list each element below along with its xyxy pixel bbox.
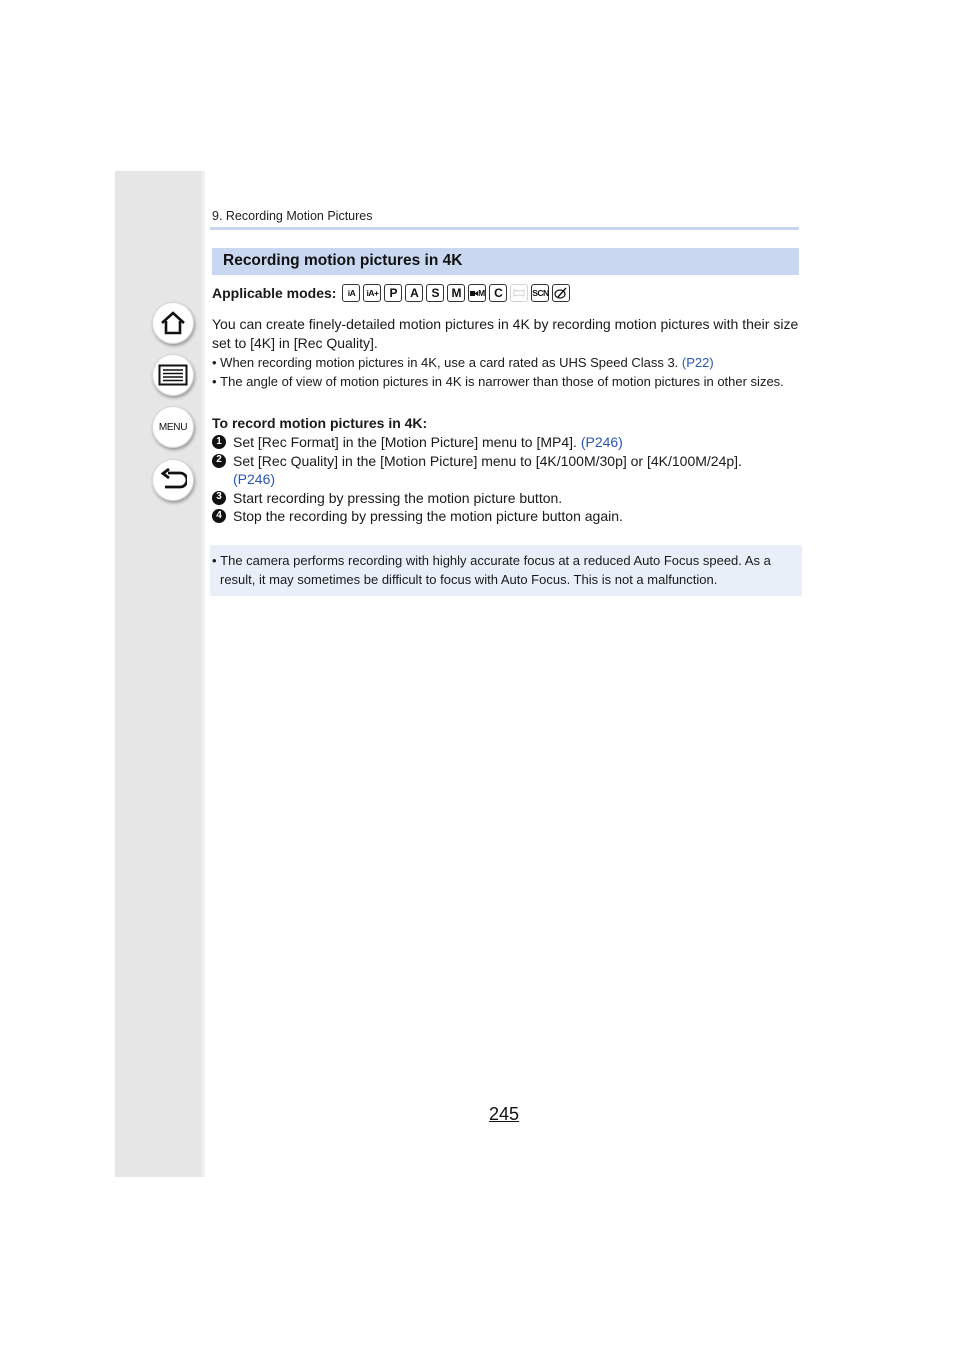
intro-section — [212, 315, 802, 391]
step-4 — [212, 507, 802, 526]
mode-panorama-icon — [510, 284, 528, 302]
back-icon — [159, 468, 187, 492]
contents-list-icon — [158, 364, 188, 386]
mode-creative-video-icon: M — [468, 284, 486, 302]
mode-intelligent-auto-plus-icon: iA+ — [363, 284, 381, 302]
step-number: 3 — [212, 491, 226, 505]
mode-manual-icon: M — [447, 284, 465, 302]
step-2 — [212, 452, 802, 489]
link-p22[interactable]: (P22) — [681, 355, 714, 370]
contents-button[interactable] — [152, 354, 194, 396]
modes-label: Applicable modes: — [212, 285, 337, 301]
step-1 — [212, 433, 802, 452]
step-3 — [212, 489, 802, 508]
bullet-card-requirement: • When recording motion pictures in 4K, use a card rated as UHS Speed Class 3. (P22) — [212, 355, 714, 370]
mode-shutter-icon: S — [426, 284, 444, 302]
applicable-modes — [212, 282, 573, 304]
mode-program-icon: P — [384, 284, 402, 302]
procedure-title: To record motion pictures in 4K: — [212, 415, 428, 431]
link-p246[interactable]: (P246) — [580, 434, 623, 450]
mode-creative-control-icon — [552, 284, 570, 302]
note-text: • The camera performs recording with highly accurate focus at a reduced Auto Focus speed. As a result, it may sometimes be difficult to focus with Auto Focus. This is not a malfunction. — [212, 553, 771, 587]
intro-paragraph: You can create finely-detailed motion pictures in 4K by recording motion pictures with their size set to [4K] in [Rec Quality]. — [212, 316, 799, 351]
procedure-section — [212, 415, 802, 526]
link-p246[interactable]: (P246) — [233, 471, 276, 487]
mode-scene-guide-icon: SCN — [531, 284, 549, 302]
breadcrumb: 9. Recording Motion Pictures — [212, 209, 373, 223]
back-button[interactable] — [152, 459, 194, 501]
menu-button[interactable] — [152, 406, 194, 448]
sidebar-edge — [202, 171, 205, 1177]
section-header — [212, 248, 799, 275]
palette-icon — [554, 287, 568, 299]
panorama-icon — [513, 289, 525, 297]
bullet-angle-of-view: • The angle of view of motion pictures in 4K is narrower than those of motion pictures in other sizes. — [212, 374, 784, 389]
header-rule — [210, 227, 799, 230]
step-number: 1 — [212, 435, 226, 449]
bullet-text: When recording motion pictures in 4K, use a card rated as UHS Speed Class 3. — [220, 355, 679, 370]
home-icon — [159, 310, 187, 336]
mode-custom-icon: C — [489, 284, 507, 302]
note-box — [210, 545, 802, 596]
step-text: Start recording by pressing the motion picture button. — [233, 489, 563, 506]
mode-intelligent-auto-icon: iA — [342, 284, 360, 302]
page-number: 245 — [489, 1104, 520, 1124]
step-text: Stop the recording by pressing the motion picture button again. — [233, 508, 623, 524]
step-number: 4 — [212, 509, 226, 523]
bullet-text: The angle of view of motion pictures in 4K is narrower than those of motion pictures in other sizes. — [220, 374, 784, 389]
step-number: 2 — [212, 454, 226, 468]
section-title: Recording motion pictures in 4K — [223, 252, 463, 269]
step-text: Set [Rec Format] in the [Motion Picture] menu to [MP4]. — [233, 434, 577, 450]
movie-camera-icon — [470, 289, 478, 297]
home-button[interactable] — [152, 302, 194, 344]
step-text: Set [Rec Quality] in the [Motion Picture] menu to [4K/100M/30p] or [4K/100M/24p]. — [233, 452, 742, 469]
menu-label: MENU — [158, 421, 188, 433]
mode-aperture-icon: A — [405, 284, 423, 302]
